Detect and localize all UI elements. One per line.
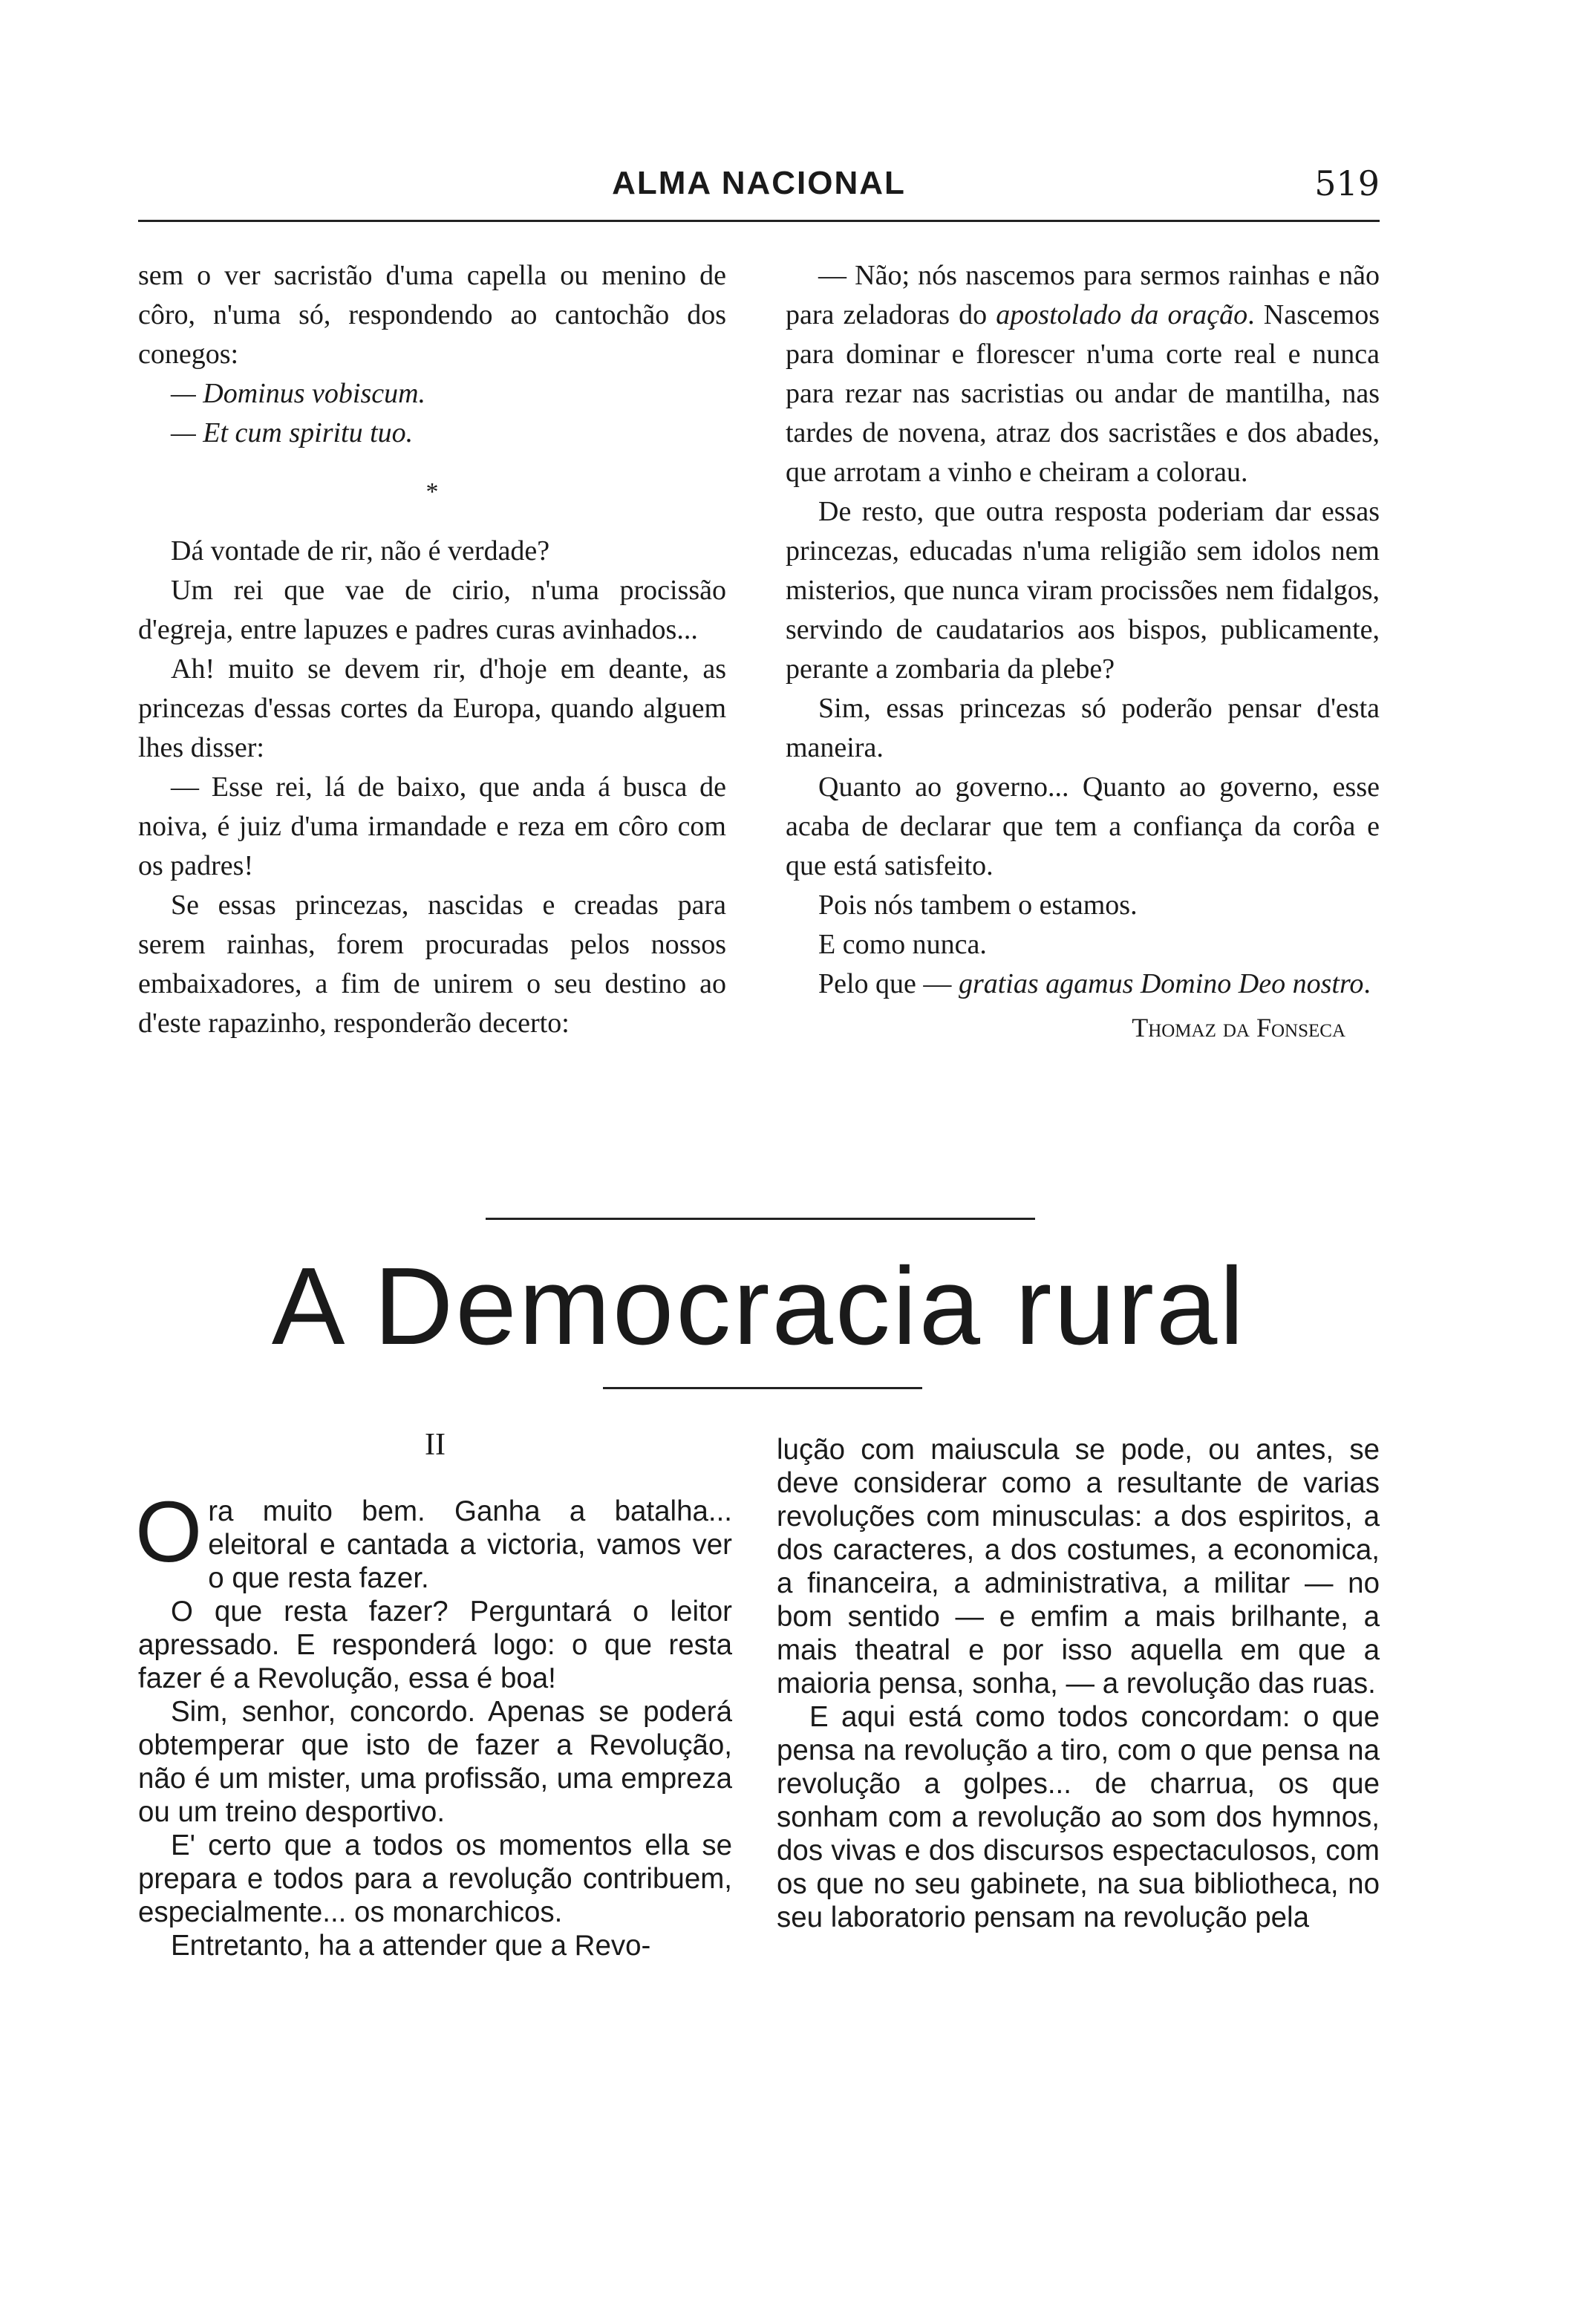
- paragraph: E aqui está como todos concordam: o que pensa na revolução a tiro, com o que pensa na revolução a golpes... de charrua, os que sonham com a revolução ao som dos hymnos, dos vivas e dos discursos espectaculosos, com os que no seu gabinete, na sua bibliotheca, no seu laboratorio pensam na revolução pela: [777, 1701, 1380, 1933]
- page-number: 519: [1314, 163, 1380, 203]
- article-left-column: [135, 1483, 732, 1962]
- italic-phrase: gratias agamus Domino Deo nostro: [958, 968, 1364, 999]
- article-divider-bottom: [603, 1387, 922, 1389]
- paragraph: E' certo que a todos os momentos ella se prepara e todos para a revolução contribuem, especialmente... os monarchicos.: [138, 1830, 732, 1928]
- article-title: A Democracia rural: [271, 1245, 1247, 1368]
- magazine-title: ALMA NACIONAL: [612, 165, 906, 201]
- text-run: — Não; nós nascemos para sermos rainhas e não para zeladoras do: [786, 260, 1380, 330]
- article-divider-top: [486, 1218, 1035, 1220]
- paragraph: [135, 1483, 732, 1595]
- header-rule: [138, 220, 1380, 222]
- paragraph: [786, 964, 1380, 1004]
- italic-phrase: apostolado da oração: [996, 299, 1248, 330]
- previous-article-left-column: [138, 256, 726, 1043]
- paragraph: [786, 256, 1380, 492]
- section-number: II: [425, 1428, 446, 1462]
- text-run: Pelo que —: [818, 968, 959, 999]
- paragraph: Entretanto, ha a attender que a Revo-: [171, 1930, 651, 1962]
- previous-article-right-column: [786, 256, 1380, 1048]
- paragraph: lução com maiuscula se pode, ou antes, se deve considerar como a resultante de varias revoluções com minusculas: a dos espiritos, a dos caracteres, a dos costumes, a economica, a financeira, a administrativa, a militar — no bom sentido — e emfim a mais brilhante, a mais theatral e por isso aquella em que a maioria pensa, sonha, — a revolução das ruas.: [777, 1434, 1380, 1700]
- paragraph: De resto, que outra resposta poderiam dar essas princezas, educadas n'uma religião sem idolos nem misterios, que nunca viram procissões nem fidalgos, servindo de caudatarios aos bispos, publicamente, perante a zombaria da plebe?: [786, 496, 1380, 685]
- running-header: [138, 165, 1380, 209]
- text-run: ra muito bem. Ganha a batalha... eleitoral e cantada a victoria, vamos ver o que resta fazer.: [208, 1495, 732, 1594]
- paragraph: Quanto ao governo... Quanto ao governo, esse acaba de declarar que tem a confiança da corôa e que está satisfeito.: [786, 771, 1380, 881]
- paragraph: E como nunca.: [818, 929, 987, 960]
- paragraph: — Esse rei, lá de baixo, que anda á busca de noiva, é juiz d'uma irmandade e reza em côro com os padres!: [138, 771, 726, 881]
- paragraph: sem o ver sacristão d'uma capella ou menino de côro, n'uma só, respondendo ao cantochão dos conegos:: [138, 260, 726, 370]
- dialogue-line: — Et cum spiritu tuo.: [171, 417, 414, 448]
- paragraph: Um rei que vae de cirio, n'uma procissão d'egreja, entre lapuzes e padres curas avinhados...: [138, 575, 726, 645]
- drop-cap: O: [135, 1483, 203, 1580]
- text-run: .: [1363, 968, 1371, 999]
- section-separator: *: [425, 478, 439, 506]
- paragraph: Dá vontade de rir, não é verdade?: [171, 535, 550, 567]
- paragraph: Sim, essas princezas só poderão pensar d'esta maneira.: [786, 693, 1380, 763]
- paragraph: Sim, senhor, concordo. Apenas se poderá obtemperar que isto de fazer a Revolução, não é um mister, uma profissão, uma empreza ou um treino desportivo.: [138, 1696, 732, 1828]
- paragraph: O que resta fazer? Perguntará o leitor apressado. E responderá logo: o que resta fazer é a Revolução, essa é boa!: [138, 1596, 732, 1694]
- paragraph: Se essas princezas, nascidas e creadas para serem rainhas, forem procuradas pelos nossos embaixadores, a fim de unirem o seu destino ao d'este rapazinho, responderão decerto:: [138, 890, 726, 1039]
- dialogue-line: — Dominus vobiscum.: [171, 378, 426, 409]
- paragraph: Ah! muito se devem rir, d'hoje em deante, as princezas d'essas cortes da Europa, quando alguem lhes disser:: [138, 653, 726, 763]
- author-signature: Thomaz da Fonseca: [1132, 1013, 1345, 1042]
- text-run: . Nascemos para dominar e florescer n'uma corte real e nunca para rezar nas sacristias ou andar de mantilha, nas tardes de novena, atraz dos sacristães e dos abades, que arrotam a vinho e cheiram a colorau.: [786, 299, 1380, 488]
- article-right-column: [777, 1433, 1380, 1934]
- paragraph: Pois nós tambem o estamos.: [818, 890, 1138, 921]
